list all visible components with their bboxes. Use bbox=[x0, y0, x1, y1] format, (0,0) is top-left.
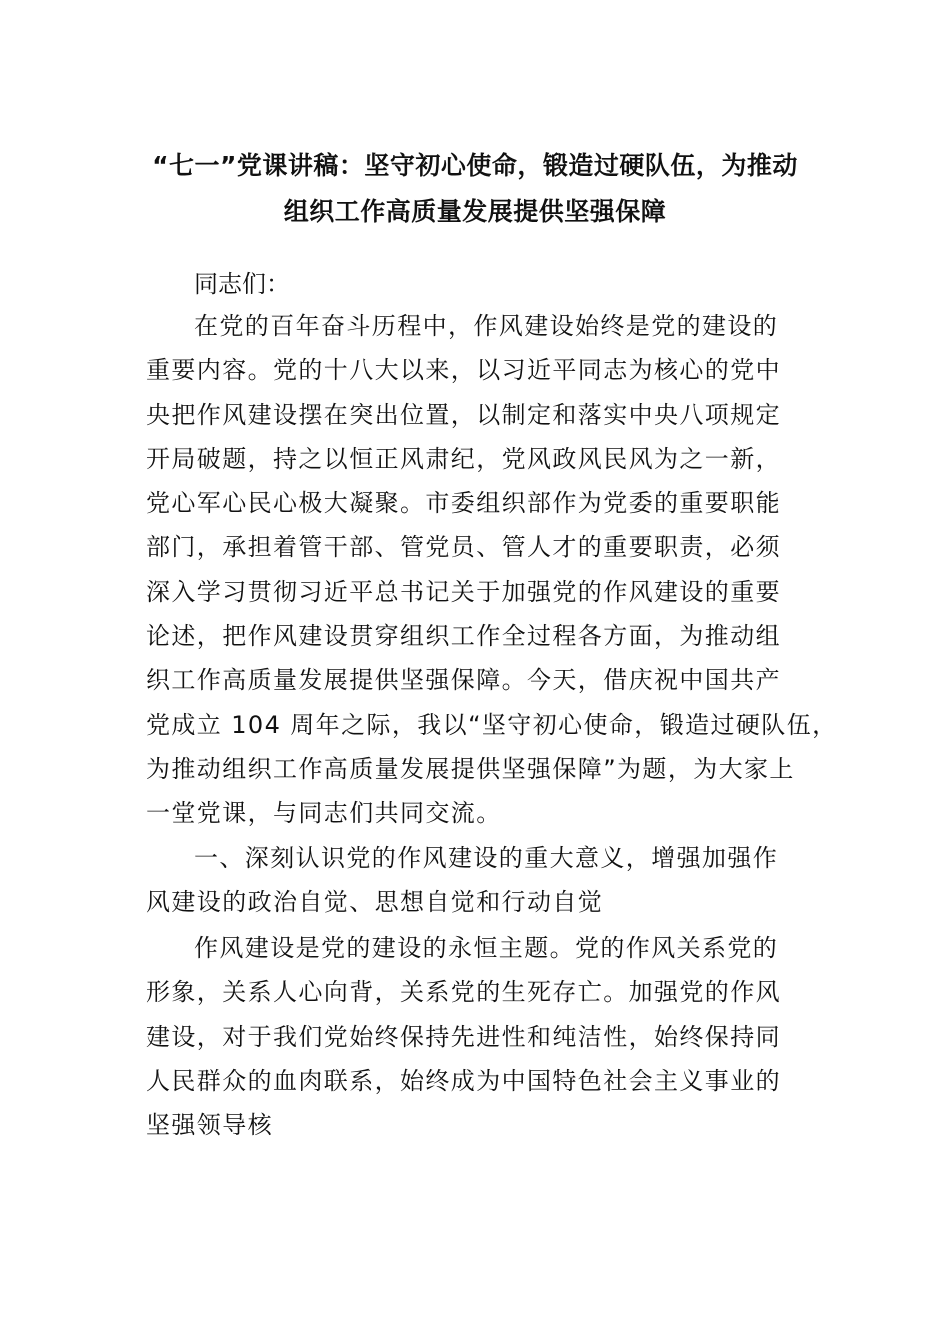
text-line: 深入学习贯彻习近平总书记关于加强党的作风建设的重要 bbox=[146, 577, 781, 606]
text-line: 论述，把作风建设贯穿组织工作全过程各方面，为推动组 bbox=[146, 622, 781, 651]
text-line: 央把作风建设摆在突出位置，以制定和落实中央八项规定 bbox=[146, 400, 781, 429]
document-title-line-2: 组织工作高质量发展提供坚强保障 bbox=[283, 197, 667, 226]
text-line: 坚强领导核 bbox=[146, 1111, 273, 1140]
text-line: 党心军心民心极大凝聚。市委组织部作为党委的重要职能 bbox=[146, 489, 781, 518]
section-heading-1 bbox=[146, 836, 836, 925]
paragraph-intro bbox=[146, 304, 836, 836]
text-line: 织工作高质量发展提供坚强保障。今天，借庆祝中国共产 bbox=[146, 666, 781, 695]
document-title-line-1: “七一”党课讲稿：坚守初心使命，锻造过硬队伍，为推动 bbox=[152, 151, 798, 180]
text-line: 党成立 104 周年之际，我以“坚守初心使命，锻造过硬队伍， bbox=[146, 710, 838, 739]
text-line: 为推动组织工作高质量发展提供坚强保障”为题，为大家上 bbox=[146, 754, 795, 783]
text-line: 部门，承担着管干部、管党员、管人才的重要职责，必须 bbox=[146, 533, 781, 562]
text-line: 人民群众的血肉联系，始终成为中国特色社会主义事业的 bbox=[146, 1066, 781, 1095]
text-line: 一堂党课，与同志们共同交流。 bbox=[146, 799, 502, 828]
text-line: 作风建设是党的建设的永恒主题。党的作风关系党的 bbox=[194, 934, 779, 962]
paragraph-section-1 bbox=[146, 926, 836, 1147]
text-line: 风建设的政治自觉、思想自觉和行动自觉 bbox=[146, 888, 604, 917]
text-line: 建设，对于我们党始终保持先进性和纯洁性，始终保持同 bbox=[146, 1022, 781, 1051]
text-line: 形象，关系人心向背，关系党的生死存亡。加强党的作风 bbox=[146, 978, 781, 1007]
text-line: 在党的百年奋斗历程中，作风建设始终是党的建设的 bbox=[194, 312, 779, 340]
text-line: 重要内容。党的十八大以来，以习近平同志为核心的党中 bbox=[146, 356, 781, 385]
text-line: 一、深刻认识党的作风建设的重大意义，增强加强作 bbox=[194, 844, 779, 872]
text-line: 开局破题，持之以恒正风肃纪，党风政风民风为之一新， bbox=[146, 444, 781, 473]
salutation: 同志们： bbox=[194, 270, 290, 298]
